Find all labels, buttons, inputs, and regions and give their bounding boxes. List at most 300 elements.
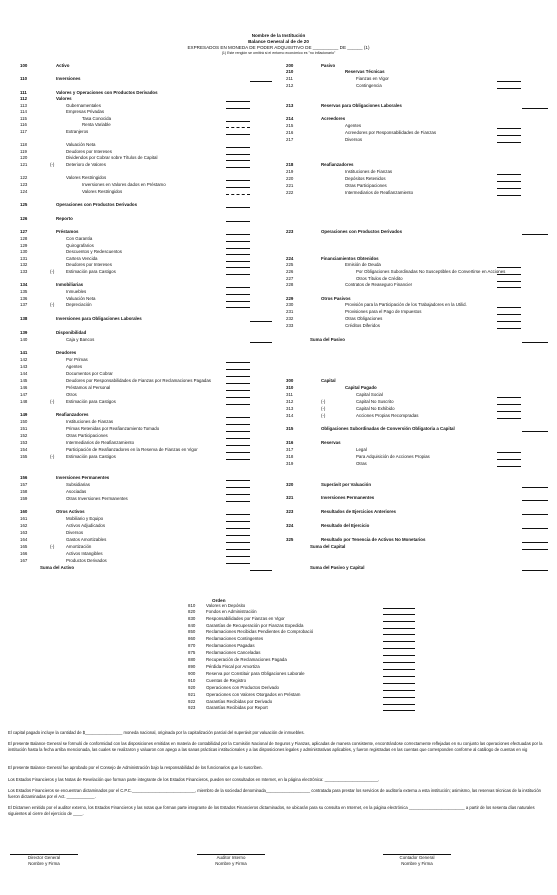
balance-row (0, 142, 557, 148)
account-code: 127 (20, 229, 28, 235)
orden-row (0, 685, 557, 691)
account-code: 166 (20, 551, 28, 557)
account-label: Reafianzadores (56, 412, 89, 418)
balance-row (0, 169, 557, 175)
account-label: Suma del Capital (310, 544, 346, 550)
account-label: Deudores por Intereses (66, 149, 112, 155)
account-code: 142 (20, 357, 28, 363)
account-code: 110 (20, 76, 28, 82)
account-code: 163 (20, 530, 28, 536)
account-label: Reservas Técnicas (345, 69, 385, 75)
account-code: 219 (286, 169, 294, 175)
account-code: 920 (188, 685, 196, 691)
account-code: 228 (286, 282, 294, 288)
note-paragraph: El Dictamen emitido por el auditor externo, los Estados Financieros y las notas que forman parte integrante de los Estados Financieros dictaminados, se ubicarán para su consulta en Internet, en la página electrónica ________________________ a partir de los sesenta días naturales siguientes al cierre del ejercicio de ____. (8, 805, 535, 816)
account-code: 224 (286, 256, 294, 262)
account-code: 325 (286, 537, 294, 543)
balance-row (0, 137, 557, 143)
account-code: 131 (20, 256, 28, 262)
amount-line (497, 88, 521, 89)
account-code: 231 (286, 309, 294, 315)
account-label: Activos Adjudicados (66, 523, 106, 529)
balance-row (0, 249, 557, 255)
account-code: 220 (286, 176, 294, 182)
account-label: Cartera Vencida (66, 256, 98, 262)
balance-row (0, 419, 557, 425)
account-code: 152 (20, 433, 28, 439)
negative-marker: (-) (321, 399, 326, 405)
signature-role: Contador General (399, 855, 435, 860)
account-code: 155 (20, 454, 28, 460)
account-code: 143 (20, 364, 28, 370)
account-code: 227 (286, 276, 294, 282)
account-label: Capital No Suscrito (356, 399, 394, 405)
balance-row (0, 162, 557, 168)
amount-line (522, 431, 548, 432)
signature-role: Director General (27, 855, 61, 860)
account-code: 117 (20, 129, 27, 135)
account-label: Suma del Activo (40, 565, 74, 571)
note-paragraph: El presente Balance General fue aprobado por el Consejo de Administración bajo la responsabilidad de los funcionarios que lo suscriben. (8, 765, 263, 771)
account-code: 133 (20, 269, 28, 275)
negative-marker: (-) (321, 413, 326, 419)
account-label: Otras (356, 461, 367, 467)
account-label: Productos Derivados (66, 558, 107, 564)
account-code: 324 (286, 523, 294, 529)
account-code: 217 (286, 137, 294, 143)
balance-row (0, 202, 557, 208)
account-label: Pérdida Fiscal por Amortiza (206, 664, 260, 670)
account-label: Gubernamentales (66, 103, 101, 109)
account-label: Reafianzadores (321, 162, 354, 168)
account-label: Inversiones Permanentes (321, 495, 375, 501)
account-code: 115 (20, 116, 27, 122)
balance-row (0, 183, 557, 189)
account-label: Inversiones (56, 76, 81, 82)
account-code: 128 (20, 236, 28, 242)
account-code: 162 (20, 523, 28, 529)
account-label: Valores Restringidos (66, 175, 107, 181)
account-label: Contratos de Reaseguro Financier (345, 282, 413, 288)
balance-row (0, 399, 557, 405)
balance-row (0, 262, 557, 268)
balance-row (0, 426, 557, 432)
account-code: 134 (20, 282, 28, 288)
balance-row (0, 537, 557, 543)
account-label: Diversos (66, 530, 84, 536)
amount-line (522, 234, 548, 235)
orden-title: Orden (212, 598, 226, 603)
account-label: Dividendos por Cobrar sobre Títulos de Capital (66, 155, 158, 161)
account-label: Otros Activos (56, 509, 85, 515)
account-code: 157 (20, 482, 28, 488)
account-label: Garantías Recibidas por Report (206, 705, 268, 711)
balance-row (0, 123, 557, 129)
balance-row (0, 90, 557, 96)
account-label: Subsidiarias (66, 482, 90, 488)
account-label: Emisión de Deuda (345, 262, 381, 268)
account-code: 122 (20, 175, 28, 181)
orden-row (0, 623, 557, 629)
account-label: Reservas (321, 440, 341, 446)
orden-row (0, 609, 557, 615)
account-label: Por Primas (66, 357, 88, 363)
currency-note: (1) Este renglón se omitirá si el entorno económico es "no inflacionario" (221, 51, 336, 55)
orden-row (0, 650, 557, 656)
balance-row (0, 83, 557, 89)
account-code: 320 (286, 482, 294, 488)
balance-row (0, 565, 557, 571)
account-label: Estimación para Castigos (66, 399, 116, 405)
account-label: Estimación para Castigos (66, 454, 116, 460)
account-code: 148 (20, 399, 28, 405)
account-label: Financiamientos Obtenidos (321, 256, 379, 262)
account-label: Operaciones con Productos Derivados (56, 202, 138, 208)
negative-marker: (-) (50, 269, 55, 275)
account-label: Descuentos y Redescuentos (66, 249, 122, 255)
account-label: Reclamaciones Recibidas Pendientes de Comprobació (206, 629, 314, 635)
account-code: 130 (20, 249, 28, 255)
account-code: 119 (20, 149, 27, 155)
account-code: 139 (20, 330, 28, 336)
balance-row (0, 236, 557, 242)
orden-row (0, 699, 557, 705)
balance-row (0, 289, 557, 295)
account-label: Por Obligaciones Subordinadas No Susceptibles de Convertirse en Acciones (356, 269, 506, 275)
balance-row (0, 116, 557, 122)
account-code: 210 (286, 69, 294, 75)
account-label: Valuación Neta (66, 296, 96, 302)
account-label: Otros (66, 392, 77, 398)
account-code: 160 (20, 509, 28, 515)
account-code: 212 (286, 83, 294, 89)
account-code: 135 (20, 289, 28, 295)
account-code: 314 (286, 413, 294, 419)
orden-row (0, 636, 557, 642)
account-code: 116 (20, 122, 27, 128)
account-label: Otras Participaciones (345, 183, 387, 189)
balance-row (0, 229, 557, 235)
signature-name: Nombre y Firma (215, 861, 247, 866)
balance-date-line: Balance General al de de 20 (248, 39, 309, 44)
amount-line (497, 466, 521, 467)
account-label: Activos Intangibles (66, 551, 103, 557)
negative-marker: (-) (321, 406, 326, 412)
account-code: 225 (286, 262, 294, 268)
account-code: 167 (20, 558, 28, 564)
account-code: 230 (286, 302, 294, 308)
balance-row (0, 447, 557, 453)
account-label: Suma del Pasivo y Capital (310, 565, 365, 571)
amount-line (522, 342, 548, 343)
account-code: 132 (20, 262, 28, 268)
account-code: 200 (286, 63, 294, 69)
account-label: Con Garantía (66, 236, 93, 242)
account-label: Operaciones con Productos Derivados (321, 229, 403, 235)
account-code: 211 (286, 76, 293, 82)
balance-row (0, 243, 557, 249)
account-code: 923 (188, 705, 196, 711)
account-label: Capital Social (356, 392, 383, 398)
account-code: 810 (188, 603, 196, 609)
account-label: Diversos (345, 137, 363, 143)
account-label: Provisión para la Participación de los Trabajadores en la Utilid. (345, 302, 467, 308)
account-code: 125 (20, 202, 28, 208)
balance-row (0, 316, 557, 322)
account-label: Otras Participaciones (66, 433, 108, 439)
account-code: 137 (20, 302, 28, 308)
account-label: Acreedores por Responsabilidades de Fianzas (345, 130, 437, 136)
account-code: 140 (20, 337, 28, 343)
account-code: 154 (20, 447, 28, 453)
account-label: Instituciones de Fianzas (345, 169, 393, 175)
amount-line (522, 108, 548, 109)
account-code: 161 (20, 516, 28, 522)
account-label: Reclamaciones Pagadas (206, 643, 255, 649)
account-code: 158 (20, 489, 28, 495)
balance-row (0, 276, 557, 282)
negative-marker: (-) (50, 162, 55, 168)
account-label: Depósitos Retenidos (345, 176, 386, 182)
account-label: Inversiones en Valores dados en Préstamo (82, 182, 166, 188)
account-label: Extranjeros (66, 129, 89, 135)
signature-role: Auditor Interno (216, 855, 246, 860)
account-label: Inversiones Permanentes (56, 475, 110, 481)
account-label: Suma del Pasivo (310, 337, 345, 343)
orden-row (0, 603, 557, 609)
account-code: 313 (286, 406, 294, 412)
amount-line (226, 221, 250, 222)
account-label: Quirografarios (66, 243, 94, 249)
account-code: 136 (20, 296, 28, 302)
amount-line (522, 514, 548, 515)
note-paragraph: El capital pagado incluye la cantidad de $________________ moneda nacional, originada por la capitalización parcial del superávit por valuación de inmuebles. (8, 730, 305, 736)
amount-line (226, 501, 250, 502)
account-label: Acreedores (321, 116, 346, 122)
account-label: Capital Pagado (345, 385, 377, 391)
account-label: Gastos Amortizables (66, 537, 107, 543)
account-code: 159 (20, 496, 28, 502)
orden-row (0, 671, 557, 677)
balance-row (0, 364, 557, 370)
account-code: 312 (286, 399, 294, 405)
balance-row (0, 302, 557, 308)
balance-row (0, 440, 557, 446)
account-label: Resultado por Tenencia de Activos No Monetarios (321, 537, 426, 543)
negative-marker: (-) (50, 454, 55, 460)
account-code: 321 (286, 495, 294, 501)
balance-row (0, 176, 557, 182)
account-label: Instituciones de Fianzas (66, 419, 114, 425)
account-label: Fianzas en Vigor (356, 76, 389, 82)
negative-marker: (-) (50, 302, 55, 308)
account-code: 213 (286, 103, 294, 109)
account-label: Fondos en Administración (206, 609, 257, 615)
orden-row (0, 657, 557, 663)
account-label: Capital (321, 378, 336, 384)
balance-row (0, 323, 557, 329)
account-label: Inversiones para Obligaciones Laborales (56, 316, 142, 322)
negative-marker: (-) (50, 399, 55, 405)
negative-marker: (-) (50, 544, 55, 550)
account-label: Deterioro de Valores (66, 162, 106, 168)
account-code: 830 (188, 616, 196, 622)
balance-row (0, 454, 557, 460)
balance-row (0, 63, 557, 69)
orden-row (0, 705, 557, 711)
account-code: 229 (286, 296, 294, 302)
orden-row (0, 643, 557, 649)
balance-row (0, 482, 557, 488)
account-label: Intermediarios de Reafianzamiento (66, 440, 135, 446)
account-label: Otras Obligaciones (345, 316, 383, 322)
amount-line (522, 549, 548, 550)
account-label: Amortización (66, 544, 92, 550)
balance-row (0, 190, 557, 196)
account-code: 216 (286, 130, 294, 136)
account-label: Tasa Conocida (82, 116, 112, 122)
account-label: Créditos Diferidos (345, 323, 380, 329)
account-label: Préstamos al Personal (66, 385, 111, 391)
balance-row (0, 149, 557, 155)
orden-row (0, 616, 557, 622)
account-code: 215 (286, 123, 294, 129)
account-code: 144 (20, 371, 28, 377)
account-label: Otros Títulos de Crédito (356, 276, 403, 282)
account-label: Valores en Depósito (206, 603, 246, 609)
amount-line (226, 207, 250, 208)
account-label: Otros Pasivos (321, 296, 351, 302)
account-code: 149 (20, 412, 28, 418)
balance-row (0, 216, 557, 222)
account-code: 126 (20, 216, 28, 222)
balance-row (0, 350, 557, 356)
account-code: 860 (188, 636, 196, 642)
account-label: Valores (56, 96, 72, 102)
account-code: 223 (286, 229, 294, 235)
account-code: 111 (20, 90, 27, 96)
balance-row (0, 309, 557, 315)
orden-row (0, 692, 557, 698)
balance-row (0, 523, 557, 529)
account-label: Renta Variable (82, 122, 111, 128)
account-code: 153 (20, 440, 28, 446)
account-label: Agentes (66, 364, 83, 370)
balance-row (0, 433, 557, 439)
account-label: Superávit por Valuación (321, 482, 372, 488)
account-label: Operaciones con Productos Derivado (206, 685, 279, 691)
account-code: 316 (286, 440, 294, 446)
account-code: 870 (188, 643, 196, 649)
account-code: 129 (20, 243, 28, 249)
account-code: 319 (286, 461, 294, 467)
balance-row (0, 544, 557, 550)
balance-row (0, 357, 557, 363)
account-label: Operaciones con Valores Otorgados en Préstam (206, 692, 301, 698)
account-code: 164 (20, 537, 28, 543)
balance-row (0, 282, 557, 288)
amount-line (383, 710, 415, 711)
balance-row (0, 392, 557, 398)
balance-row (0, 330, 557, 336)
amount-line (497, 142, 521, 143)
account-label: Para Adquisición de Acciones Propias (356, 454, 430, 460)
amount-line (497, 418, 521, 419)
balance-row (0, 103, 557, 109)
account-label: Reserva por Constituir para Obligaciones Laborale (206, 671, 305, 677)
account-label: Depreciación (66, 302, 92, 308)
amount-line (522, 500, 548, 501)
amount-line (522, 570, 548, 571)
balance-row (0, 76, 557, 82)
account-code: 145 (20, 378, 28, 384)
signature-name: Nombre y Firma (401, 861, 433, 866)
account-code: 323 (286, 509, 294, 515)
account-label: Deudores por Intereses (66, 262, 112, 268)
account-label: Estimación para Castigos (66, 269, 116, 275)
balance-row (0, 489, 557, 495)
account-code: 218 (286, 162, 294, 168)
balance-row (0, 516, 557, 522)
account-code: 146 (20, 385, 28, 391)
balance-row (0, 558, 557, 564)
account-code: 840 (188, 623, 196, 629)
balance-row (0, 495, 557, 501)
account-code: 222 (286, 190, 294, 196)
account-code: 226 (286, 269, 294, 275)
account-label: Reclamaciones Contingentes (206, 636, 264, 642)
account-label: Empresas Privadas (66, 109, 105, 115)
account-code: 120 (20, 155, 28, 161)
balance-row (0, 371, 557, 377)
signature-name: Nombre y Firma (28, 861, 60, 866)
account-code: 150 (20, 419, 28, 425)
amount-line (497, 195, 521, 196)
balance-row (0, 530, 557, 536)
account-code: 123 (20, 182, 28, 188)
balance-row (0, 461, 557, 467)
account-label: Valuación Neta (66, 142, 96, 148)
account-code: 138 (20, 316, 28, 322)
account-label: Otras Inversiones Permanentes (66, 496, 128, 502)
account-code: 221 (286, 183, 294, 189)
account-label: Reservas para Obligaciones Laborales (321, 103, 402, 109)
balance-row (0, 337, 557, 343)
account-code: 141 (20, 350, 28, 356)
account-label: Caja y Bancos (66, 337, 95, 343)
account-label: Obligaciones Subordinadas de Conversión Obligatoria a Capital (321, 426, 455, 432)
orden-row (0, 664, 557, 670)
balance-row (0, 406, 557, 412)
account-code: 921 (188, 692, 196, 698)
account-label: Resultados de Ejercicios Anteriores (321, 509, 396, 515)
account-code: 820 (188, 609, 196, 615)
account-code: 151 (20, 426, 28, 432)
account-label: Recuperación de Reclamaciones Pagada (206, 657, 287, 663)
account-label: Reclamaciones Canceladas (206, 650, 261, 656)
amount-line (497, 287, 521, 288)
account-label: Valores y Operaciones con Productos Derivados (56, 90, 158, 96)
account-code: 318 (286, 454, 294, 460)
note-paragraph: Los Estados Financieros y las Notas de Revelación que forman parte integrante de los Estados Financieros, pueden ser consultados en Internet, en la página electrónica: _______________________. (8, 777, 380, 783)
account-label: Intermediarios de Reafianzamiento (345, 190, 414, 196)
account-code: 890 (188, 664, 196, 670)
balance-row (0, 109, 557, 115)
amount-line (497, 328, 521, 329)
account-label: Asociadas (66, 489, 87, 495)
balance-row (0, 96, 557, 102)
account-label: Participación de Reafianzadores en la Reserva de Fianzas en Vigor (66, 447, 198, 453)
